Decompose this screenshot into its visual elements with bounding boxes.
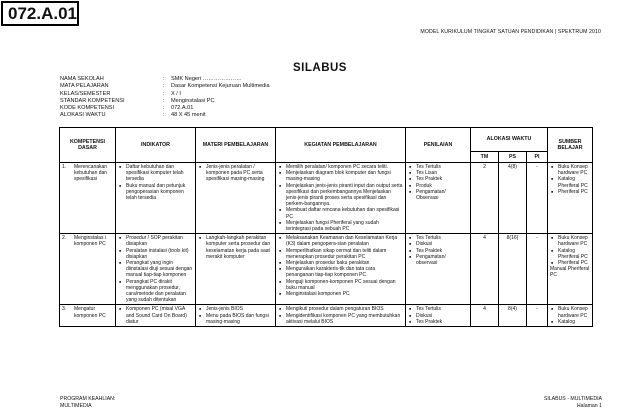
list-item: ■ Buku Konsep hardware PC [550, 235, 590, 247]
sumber-extra: Manual Pheriferal PC [550, 266, 590, 279]
header-ps: PS [499, 152, 527, 163]
pi-cell: - [527, 305, 548, 327]
list-item: ■ Produk [408, 183, 468, 189]
list-item: ■ Menjelaskan diagram blok komputer dan fungsi masing-masing [278, 170, 403, 182]
syllabus-table [59, 127, 593, 327]
tm-cell: 4 [471, 305, 499, 327]
list-item: ■ Komponen PC (misal VGA and Sound Card On Board) diatur [118, 306, 193, 325]
list-item: ■ Perangkat yang ingin diinstalasi diuji sesuai dengan manual tiap-tiap komponen [118, 260, 193, 279]
kompetensi-number: 3. [62, 306, 67, 313]
list-item: ■ Buku Konsep hardware PC [550, 306, 590, 318]
list-item: ■ Menginstalasi komponen PC [278, 291, 403, 297]
kompetensi-text: Merencanakan kebutuhan dan spesifikasi [74, 164, 108, 183]
header-penilaian: PENILAIAN [406, 128, 471, 163]
list-item: ■ Menguraikan karakteris-tik dan tata cara penanganan tiap-tiap komponen PC [278, 266, 403, 278]
header-alokasi: ALOKASI WAKTU [471, 128, 548, 152]
list-item: ■ Diskusi [408, 313, 468, 319]
header-pi: PI [527, 152, 548, 163]
info-row [60, 76, 270, 83]
materi-cell [196, 163, 276, 234]
list-item: ■ Diskusi [408, 241, 468, 247]
list-item: ■ Menguji komponen-komponen PC sesuai dengan buku manual [278, 279, 403, 291]
list-item: ■ Memilih peralatan/ komponen PC secara teliti. [278, 164, 403, 170]
list-item: ■ Tes Praktek [408, 319, 468, 325]
info-label: ALOKASI WAKTU [60, 112, 106, 119]
kompetensi-number: 2. [62, 235, 67, 242]
list-item: ■ Tes Praktek [408, 248, 468, 254]
tm-cell: 4 [471, 234, 499, 305]
ps-cell: 4(8) [499, 163, 527, 234]
pi-cell: - [527, 163, 548, 234]
page-title: SILABUS [293, 62, 347, 74]
list-item: ■ Mengikuti prosedur dalam pengaturan BIOS [278, 306, 403, 312]
sumber-cell [548, 234, 593, 305]
identity-block [60, 76, 270, 120]
info-separator: : [163, 76, 165, 82]
list-item: ■ Pengamatan/ Observasi [408, 189, 468, 201]
document-code: 072.A.01 [8, 4, 77, 23]
info-separator: : [163, 83, 165, 90]
list-item: ■ Menjelaskan fungsi Pheriferal yang sudah terintegrasi pada sebuah PC [278, 220, 403, 232]
penilaian-cell [406, 163, 471, 234]
list-item: ■ Katalog [550, 319, 590, 325]
footer-program [60, 396, 115, 409]
info-value: X / I [171, 90, 181, 97]
ps-cell: 8(16) [499, 234, 527, 305]
header-tm: TM [471, 152, 499, 163]
footer-page-number: Halaman 1 [576, 402, 602, 409]
list-item: ■ Daftar kebutuhan dan spesifikasi komputer telah tersedia [118, 164, 193, 183]
materi-cell [196, 234, 276, 305]
list-item: ■ Pheriferal PC [550, 260, 590, 266]
info-value: Menginstalasi PC [171, 97, 215, 104]
kompetensi-cell [60, 163, 116, 234]
kompetensi-text: Menginstalas i komponen PC [74, 235, 106, 248]
info-separator: : [163, 90, 165, 97]
info-value: 072.A.01 [171, 105, 194, 112]
list-item: ■ Buku Konsep hardware PC [550, 164, 590, 176]
list-item: ■ Tes Tertulis [408, 235, 468, 241]
info-row [60, 105, 270, 112]
list-item: ■ Jenis-jenis peralatan / komponen pada PC serta spesifikasi masing-masing [198, 164, 273, 183]
header-kegiatan: KEGIATAN PEMBELAJARAN [276, 128, 406, 163]
kompetensi-number: 1. [62, 164, 67, 170]
info-row [60, 91, 270, 98]
info-row [60, 112, 270, 119]
list-item: ■ Menjelaskan jenis-jenis piranti input dan output serta spesifikasi dan perkembangannya Menjelaskan jenis-jenis piranti proses serta spesifikasi dan perkem-bangannya. [278, 183, 403, 208]
info-separator: : [163, 105, 165, 112]
list-item: ■ Prosedur / SOP perakitan disiapkan [118, 235, 193, 247]
tm-cell: 2 [471, 163, 499, 234]
materi-cell [196, 305, 276, 327]
list-item: ■ Mengidentifikasi komponen PC yang membutuhkan aktivasi melalui BIOS [278, 313, 403, 325]
footer-program-value: MULTIMEDIA [60, 402, 92, 409]
list-item: ■ Peralatan instalasi (tools kit) disiapkan [118, 248, 193, 260]
footer-page-info [544, 396, 602, 409]
list-item: ■ Pengamatan/ observasi [408, 254, 468, 266]
list-item: ■ Melaksanakan Keamanan dan Keselamatan Kerja (K3) dalam pengopera-sian peralatan [278, 235, 403, 247]
sumber-cell [548, 163, 593, 234]
kompetensi-cell [60, 305, 116, 327]
footer-doc-name: SILABUS - MULTIMEDIA [543, 396, 602, 402]
penilaian-cell [406, 234, 471, 305]
info-label: KODE KOMPETENSI [60, 105, 115, 112]
indikator-cell [116, 305, 196, 327]
info-separator: : [163, 112, 165, 119]
list-item: ■ Perangkat PC dirakit menggunakan prosedur, cara/metode dan peralatan yang sudah ditentukan [118, 279, 193, 304]
header-materi: MATERI PEMBELAJARAN [196, 128, 276, 163]
kegiatan-cell [276, 163, 406, 234]
info-value: Dasar Kompetensi Kejuruan Multimedia [171, 83, 270, 90]
kompetensi-text: Mengatur komponen PC [74, 306, 106, 319]
list-item: ■ Jenis-jenis BIOS [198, 306, 273, 312]
header-indikator: INDIKATOR [116, 128, 196, 163]
header-sumber: SUMBER BELAJAR [548, 128, 593, 163]
table-row [60, 305, 593, 327]
footer-program-label: PROGRAM KEAHLIAN: [60, 396, 116, 402]
list-item: ■ Tes Tertulis [408, 306, 468, 312]
list-item: ■ Menu pada BIOS dan fungsi masing-masing [198, 313, 273, 325]
info-label: STANDAR KOMPETENSI [60, 97, 125, 104]
table-row [60, 163, 593, 234]
info-separator: : [163, 97, 165, 104]
info-label: MATA PELAJARAN [60, 83, 109, 90]
list-item: ■ Buku manual dan petunjuk pengoperasian komponen telah tersedia [118, 183, 193, 202]
list-item: ■ Tes Praktek [408, 176, 468, 182]
list-item: ■ Membuat daftar rencana kebutuhan dan spesifikasi PC [278, 207, 403, 219]
list-item: ■ Tes Lisan [408, 170, 468, 176]
sumber-cell [548, 305, 593, 327]
list-item: ■ Katalog Pheriferal PC [550, 176, 590, 188]
list-item: ■ Katalog Pheriferal PC [550, 248, 590, 260]
info-value: SMK Negeri ………………… [171, 76, 242, 82]
kegiatan-cell [276, 234, 406, 305]
list-item: ■ Menjelaskan prosedur baku perakitan [278, 260, 403, 266]
kompetensi-cell [60, 234, 116, 305]
list-item: ■ Memperlihatkan sikap cermat dan teliti dalam menerapkan prosedur perakitan PC [278, 248, 403, 260]
info-value: 48 X 45 menit [171, 112, 206, 119]
header-kompetensi: KOMPETENSI DASAR [60, 128, 116, 163]
pi-cell: - [527, 234, 548, 305]
list-item: ■ Pheriferal PC [550, 189, 590, 195]
document-code-box [1, 1, 79, 26]
list-item: ■ Tes Tertulis [408, 164, 468, 170]
info-row [60, 83, 270, 90]
info-label: KELAS/SEMESTER [60, 90, 111, 97]
kegiatan-cell [276, 305, 406, 327]
indikator-cell [116, 163, 196, 234]
penilaian-cell [406, 305, 471, 327]
list-item: ■ Langkah-langkah perakitan komputer serta prosedur dan keselamatan kerja pada saat merakit komputer [198, 235, 273, 260]
info-row [60, 98, 270, 105]
indikator-cell [116, 234, 196, 305]
table-row [60, 234, 593, 305]
info-label: NAMA SEKOLAH [60, 76, 104, 82]
ps-cell: 8(4) [499, 305, 527, 327]
curriculum-header-note: MODEL KURIKULUM TINGKAT SATUAN PENDIDIKAN | SPEKTRUM 2010 [420, 29, 601, 35]
